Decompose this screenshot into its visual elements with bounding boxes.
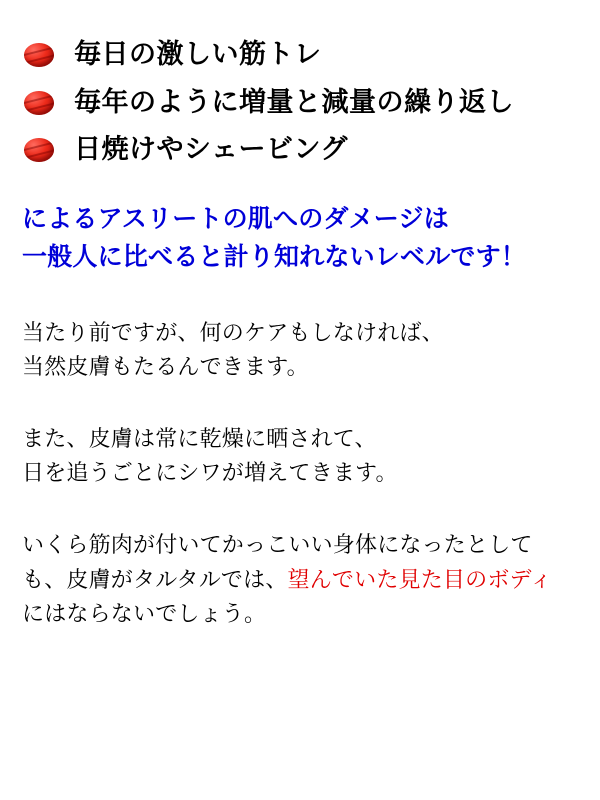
paragraph xyxy=(22,528,578,630)
list-item xyxy=(22,135,578,165)
bullet-list xyxy=(22,40,578,165)
text-line: いくら筋肉が付いてかっこいい身体になったとして xyxy=(22,532,533,558)
emphasis-line: 一般人に比べると計り知れないレベルです！ xyxy=(22,243,527,271)
list-item xyxy=(22,88,578,118)
red-ball-icon xyxy=(22,90,56,116)
text-line: にはならないでしょう。 xyxy=(22,600,267,626)
bullet-label: 毎年のように増量と減量の繰り返し xyxy=(74,86,514,117)
text-segment: も、皮膚がタルタルでは、 xyxy=(22,566,288,592)
text-line: 当然皮膚もたるんできます。 xyxy=(22,354,309,380)
highlighted-text: 望んでいた見た目のボディ xyxy=(287,566,553,592)
text-line: また、皮膚は常に乾燥に晒されて、 xyxy=(22,426,377,452)
paragraph xyxy=(22,422,578,490)
body-text xyxy=(22,316,578,631)
text-line: 当たり前ですが、何のケアもしなければ、 xyxy=(22,320,444,346)
text-line-mixed xyxy=(22,567,552,592)
emphasis-line: によるアスリートの肌へのダメージは xyxy=(22,206,449,234)
red-ball-icon xyxy=(22,137,56,163)
red-ball-icon xyxy=(22,42,56,68)
emphasis-block xyxy=(22,201,578,276)
paragraph xyxy=(22,316,578,384)
list-item xyxy=(22,40,578,70)
bullet-label: 日焼けやシェービング xyxy=(74,134,348,165)
bullet-label: 毎日の激しい筋トレ xyxy=(74,39,322,69)
text-line: 日を追うごとにシワが増えてきます。 xyxy=(22,460,398,486)
